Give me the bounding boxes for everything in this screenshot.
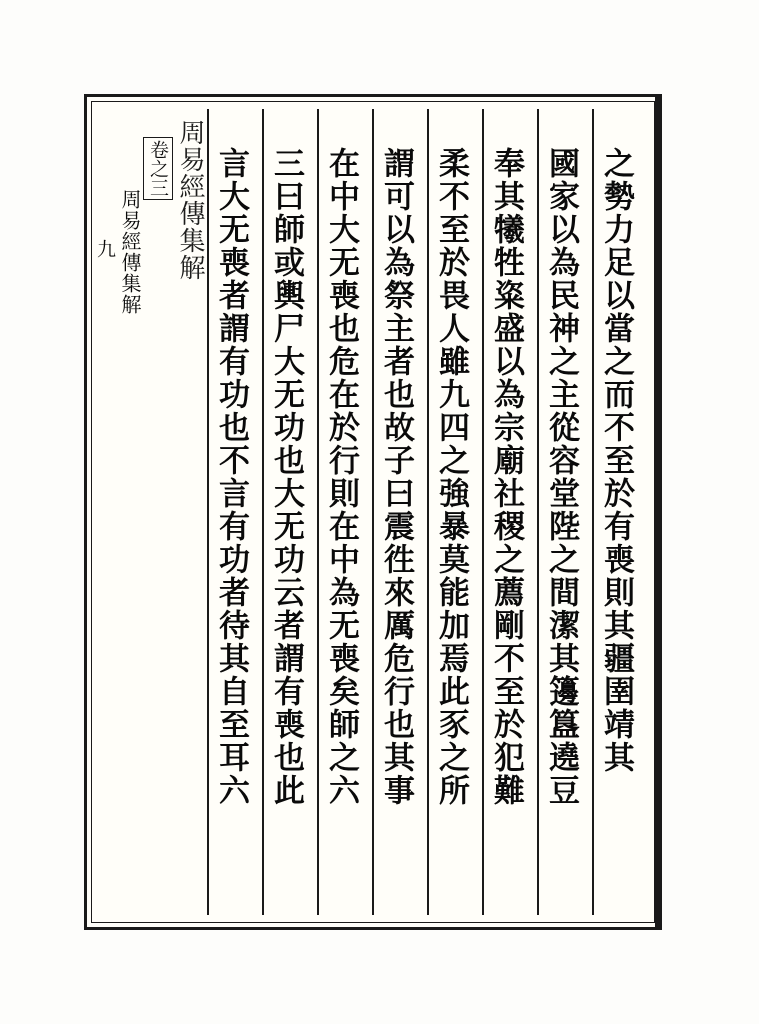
spine-header-text: 周易經傳集解 [175,119,205,281]
text-column-4: 柔不至於畏人雖九四之強暴莫能加焉此豕之所 [427,109,482,915]
text-column-7: 三曰師或輿尸大无功也大无功云者謂有喪也此 [262,109,317,915]
spine-side-title: 周易經傳集解 [118,189,142,315]
text-column-6: 在中大无喪也危在於行則在中為无喪矣師之六 [317,109,372,915]
page-frame [84,94,662,930]
spine-volume-mark: 卷之三 [143,137,173,200]
text-column-3: 奉其犧牲粢盛以為宗廟社稷之薦剛不至於犯難 [482,109,537,915]
page-frame-inner-rule [91,101,655,923]
text-column-1: 之勢力足以當之而不至於有喪則其疆圉靖其 [592,109,647,915]
text-column-5: 謂可以為祭主者也故子曰震徃來厲危行也其事 [372,109,427,915]
text-columns [94,109,647,915]
page-spine [94,109,207,915]
text-column-8: 言大无喪者謂有功也不言有功者待其自至耳六 [207,109,262,915]
spine-page-number: 九 [94,239,116,258]
text-column-2: 國家以為民神之主從容堂陛之間潔其籩簋遶豆 [537,109,592,915]
